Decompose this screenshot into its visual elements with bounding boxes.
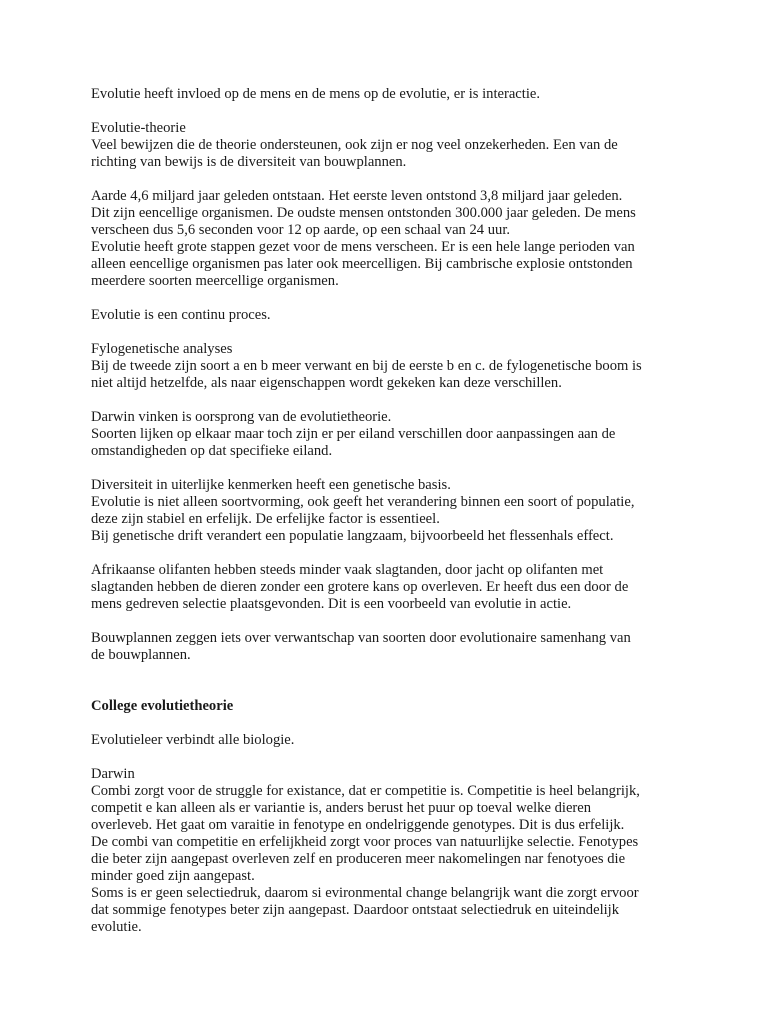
paragraph-interaction (91, 86, 691, 103)
text-line: dat sommige fenotypes beter zijn aangepast. Daardoor ontstaat selectiedruk en uiteindelijk (91, 902, 620, 918)
text-line: alleen eencellige organismen pas later ook meercelligen. Bij cambrische explosie ontstonden (91, 256, 633, 272)
paragraph-aarde (91, 188, 691, 290)
college-heading: College evolutietheorie (91, 698, 234, 714)
text-line: Bouwplannen zeggen iets over verwantschap van soorten door evolutionaire samenhang van (91, 630, 631, 646)
text-line: Darwin vinken is oorsprong van de evolutietheorie. (91, 409, 392, 425)
text-line: omstandigheden op dat specifieke eiland. (91, 443, 333, 459)
text-line: Combi zorgt voor de struggle for existance, dat er competitie is. Competitie is heel belangrijk, (91, 783, 640, 799)
text-line: de bouwplannen. (91, 647, 191, 663)
text-line: Bij de tweede zijn soort a en b meer verwant en bij de eerste b en c. de fylogenetische boom is (91, 358, 642, 374)
paragraph-olifanten (91, 562, 691, 613)
paragraph-evolutie-theorie (91, 120, 691, 171)
text-line: mens gedreven selectie plaatsgevonden. Dit is een voorbeeld van evolutie in actie. (91, 596, 572, 612)
text-line: richting van bewijs is de diversiteit van bouwplannen. (91, 154, 407, 170)
document-page (91, 86, 691, 953)
section-heading: Fylogenetische analyses (91, 341, 233, 357)
text-line: Evolutieleer verbindt alle biologie. (91, 732, 295, 748)
text-line: evolutie. (91, 919, 142, 935)
text-line: competit e kan alleen als er variantie is, anders berust het puur op toeval welke dieren (91, 800, 592, 816)
text-line: minder goed zijn aangepast. (91, 868, 255, 884)
text-line: deze zijn stabiel en erfelijk. De erfelijke factor is essentieel. (91, 511, 440, 527)
text-line: Evolutie is een continu proces. (91, 307, 271, 323)
text-line: die beter zijn aangepast overleven zelf en produceren meer nakomelingen nar fenotyoes die (91, 851, 626, 867)
text-line: Evolutie is niet alleen soortvorming, ook geeft het verandering binnen een soort of populatie, (91, 494, 635, 510)
paragraph-darwin (91, 766, 691, 936)
text-line: Dit zijn eencellige organismen. De oudste mensen ontstonden 300.000 jaar geleden. De mens (91, 205, 636, 221)
text-line: Aarde 4,6 miljard jaar geleden ontstaan. Het eerste leven ontstond 3,8 miljard jaar geleden. (91, 188, 623, 204)
text-line: Soorten lijken op elkaar maar toch zijn er per eiland verschillen door aanpassingen aan de (91, 426, 616, 442)
section-heading: Evolutie-theorie (91, 120, 186, 136)
paragraph-diversiteit (91, 477, 691, 545)
paragraph-continu-proces (91, 307, 691, 324)
paragraph-bouwplannen (91, 630, 691, 664)
text-line: Diversiteit in uiterlijke kenmerken heeft een genetische basis. (91, 477, 451, 493)
text-line: Afrikaanse olifanten hebben steeds minder vaak slagtanden, door jacht op olifanten met (91, 562, 604, 578)
text-line: Veel bewijzen die de theorie ondersteunen, ook zijn er nog veel onzekerheden. Een van de (91, 137, 618, 153)
text-line: meerdere soorten meercellige organismen. (91, 273, 339, 289)
paragraph-evolutieleer (91, 732, 691, 749)
text-line: Evolutie heeft grote stappen gezet voor de mens verscheen. Er is een hele lange perioden van (91, 239, 635, 255)
text-line: De combi van competitie en erfelijkheid zorgt voor proces van natuurlijke selectie. Fenotypes (91, 834, 639, 850)
text-line: Evolutie heeft invloed op de mens en de mens op de evolutie, er is interactie. (91, 86, 541, 102)
section-heading: Darwin (91, 766, 135, 782)
college-heading-block (91, 698, 691, 715)
text-line: verscheen dus 5,6 seconden voor 12 op aarde, op een schaal van 24 uur. (91, 222, 511, 238)
text-line: niet altijd hetzelfde, als naar eigenschappen wordt gekeken kan deze verschillen. (91, 375, 562, 391)
text-line: overleveb. Het gaat om varaitie in fenotype en ondelriggende genotypes. Dit is dus erfelijk. (91, 817, 625, 833)
spacer (91, 681, 691, 698)
text-line: Soms is er geen selectiedruk, daarom si evironmental change belangrijk want die zorgt ervoor (91, 885, 639, 901)
paragraph-fylogenetische-analyses (91, 341, 691, 392)
paragraph-darwin-vinken (91, 409, 691, 460)
text-line: Bij genetische drift verandert een populatie langzaam, bijvoorbeeld het flessenhals effect. (91, 528, 614, 544)
text-line: slagtanden hebben de dieren zonder een grotere kans op overleven. Er heeft dus een door de (91, 579, 629, 595)
